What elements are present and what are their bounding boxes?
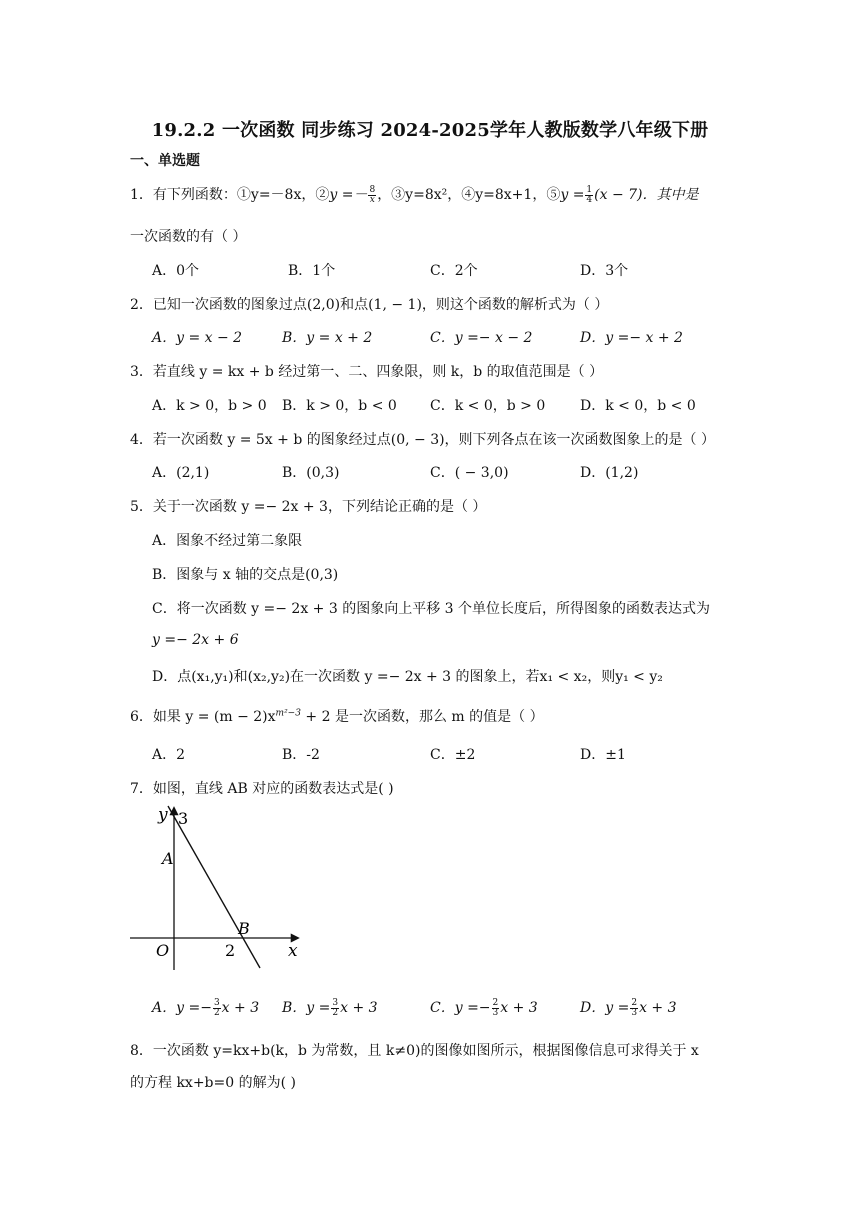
q7-d-pre: D．y = — [580, 1000, 630, 1016]
q3-option-a: A．k > 0，b > 0 — [152, 398, 267, 414]
q7-option-b — [282, 997, 378, 1018]
q7-option-d — [580, 997, 677, 1018]
origin-label: O — [156, 941, 170, 960]
q7-b-pre: B．y = — [282, 1000, 331, 1016]
q7-d-num: 2 — [631, 997, 638, 1008]
q7-a-frac — [213, 999, 221, 1018]
q1-option-c: C．2个 — [430, 263, 478, 279]
q7-b-frac — [331, 999, 339, 1018]
q5-option-a: A．图象不经过第二象限 — [152, 533, 303, 549]
q5-option-b: B．图象与 x 轴的交点是(0,3) — [152, 567, 339, 583]
q6-stem — [130, 706, 544, 726]
q8-stem-line1: 8．一次函数 y=kx+b(k，b 为常数，且 k≠0)的图像如图所示，根据图像信息可求得关于 x — [130, 1043, 699, 1059]
q7-b-num: 3 — [332, 997, 339, 1008]
q1-text-mid: ，③y=8x²，④y=8x+1，⑤ — [377, 187, 561, 203]
q1-stem-line2: 一次函数的有（ ） — [130, 229, 247, 245]
x-axis-label: x — [288, 941, 298, 961]
q1-f5-pre: y = — [560, 187, 585, 203]
y-intercept-label: 3 — [178, 809, 189, 828]
q6-exponent: m²−3 — [275, 708, 301, 719]
q1-option-a: A．0个 — [152, 263, 200, 279]
q7-c-frac — [492, 999, 500, 1018]
q6-text-a: 6．如果 y = (m − 2)x — [130, 709, 276, 725]
q4-option-d: D．(1,2) — [580, 465, 639, 481]
q7-stem: 7．如图，直线 AB 对应的函数表达式是( ) — [130, 781, 394, 797]
q5-option-c-cont: y =− 2x + 6 — [152, 632, 239, 648]
q6-text-b: + 2 是一次函数，那么 m 的值是（ ） — [300, 709, 544, 725]
q7-d-den: 3 — [631, 1007, 638, 1018]
q5-option-c: C．将一次函数 y =− 2x + 3 的图象向上平移 3 个单位长度后，所得图象的函数表达式为 — [152, 601, 711, 617]
x-intercept-label: 2 — [225, 941, 236, 960]
q1-f5-num: 1 — [586, 184, 593, 195]
q4-option-b: B．(0,3) — [282, 465, 340, 481]
q3-option-d: D．k < 0，b < 0 — [580, 398, 696, 414]
q5-stem: 5．关于一次函数 y =− 2x + 3，下列结论正确的是（ ） — [130, 499, 487, 515]
q6-option-b: B．-2 — [282, 747, 320, 763]
q7-b-post: x + 3 — [340, 1000, 378, 1016]
q5-option-d: D．点(x₁,y₁)和(x₂,y₂)在一次函数 y =− 2x + 3 的图象上，若x₁ < x₂，则y₁ < y₂ — [152, 669, 663, 685]
q3-stem: 3．若直线 y = kx + b 经过第一、二、四象限，则 k，b 的取值范围是（ ） — [130, 364, 604, 380]
q7-c-den: 3 — [492, 1007, 499, 1018]
page-title: 19.2.2 一次函数 同步练习 2024-2025学年人教版数学八年级下册 — [151, 120, 709, 141]
q7-option-a — [152, 997, 259, 1018]
q7-c-post: x + 3 — [500, 1000, 538, 1016]
q4-option-a: A．(2,1) — [152, 465, 210, 481]
q1-f2-num: 8 — [369, 184, 376, 195]
q2-stem: 2．已知一次函数的图象过点(2,0)和点(1, − 1)，则这个函数的解析式为（ ） — [130, 297, 609, 313]
q1-option-d: D．3个 — [580, 263, 629, 279]
q2-option-b: B．y = x + 2 — [282, 330, 373, 346]
q2-option-a: A．y = x − 2 — [152, 330, 243, 346]
q6-option-a: A．2 — [152, 747, 186, 763]
q1-f5-den: 4 — [586, 194, 593, 205]
q1-text-a: 1．有下列函数：①y=－8x，② — [130, 187, 330, 203]
q1-f2-den: x — [369, 194, 375, 205]
q1-fraction-5 — [585, 186, 593, 205]
q7-a-num: 3 — [213, 997, 220, 1008]
q6-option-d: D．±1 — [580, 747, 626, 763]
q7-graph — [126, 800, 306, 970]
q2-option-d: D．y =− x + 2 — [580, 330, 683, 346]
y-axis-label: y — [158, 805, 168, 825]
q7-a-post: x + 3 — [221, 1000, 260, 1016]
section-heading: 一、单选题 — [130, 153, 200, 169]
q2-option-c: C．y =− x − 2 — [430, 330, 533, 346]
q4-stem: 4．若一次函数 y = 5x + b 的图象经过点(0, − 3)，则下列各点在该一次函数图象上的是（ ） — [130, 432, 716, 448]
q1-option-b: B．1个 — [288, 263, 336, 279]
q7-option-c — [430, 997, 538, 1018]
q1-fraction-2 — [368, 186, 376, 205]
q3-option-c: C．k < 0，b > 0 — [430, 398, 546, 414]
q6-option-c: C．±2 — [430, 747, 476, 763]
q7-a-pre: A．y =− — [152, 1000, 212, 1016]
q1-stem-line1 — [130, 184, 699, 205]
q7-d-frac — [630, 999, 638, 1018]
q1-f5-post: (x − 7)．其中是 — [594, 187, 699, 203]
point-b-label: B — [238, 919, 250, 938]
q7-a-den: 2 — [213, 1007, 220, 1018]
q1-f2-pre: y =－ — [329, 187, 368, 203]
q7-c-pre: C．y =− — [430, 1000, 491, 1016]
q3-option-b: B．k > 0，b < 0 — [282, 398, 397, 414]
q4-option-c: C．( − 3,0) — [430, 465, 509, 481]
q7-c-num: 2 — [492, 997, 499, 1008]
line-ab — [168, 806, 260, 968]
q7-d-post: x + 3 — [639, 1000, 677, 1016]
q7-b-den: 2 — [332, 1007, 339, 1018]
point-a-label: A — [162, 849, 174, 868]
q8-stem-line2: 的方程 kx+b=0 的解为( ) — [130, 1075, 296, 1091]
